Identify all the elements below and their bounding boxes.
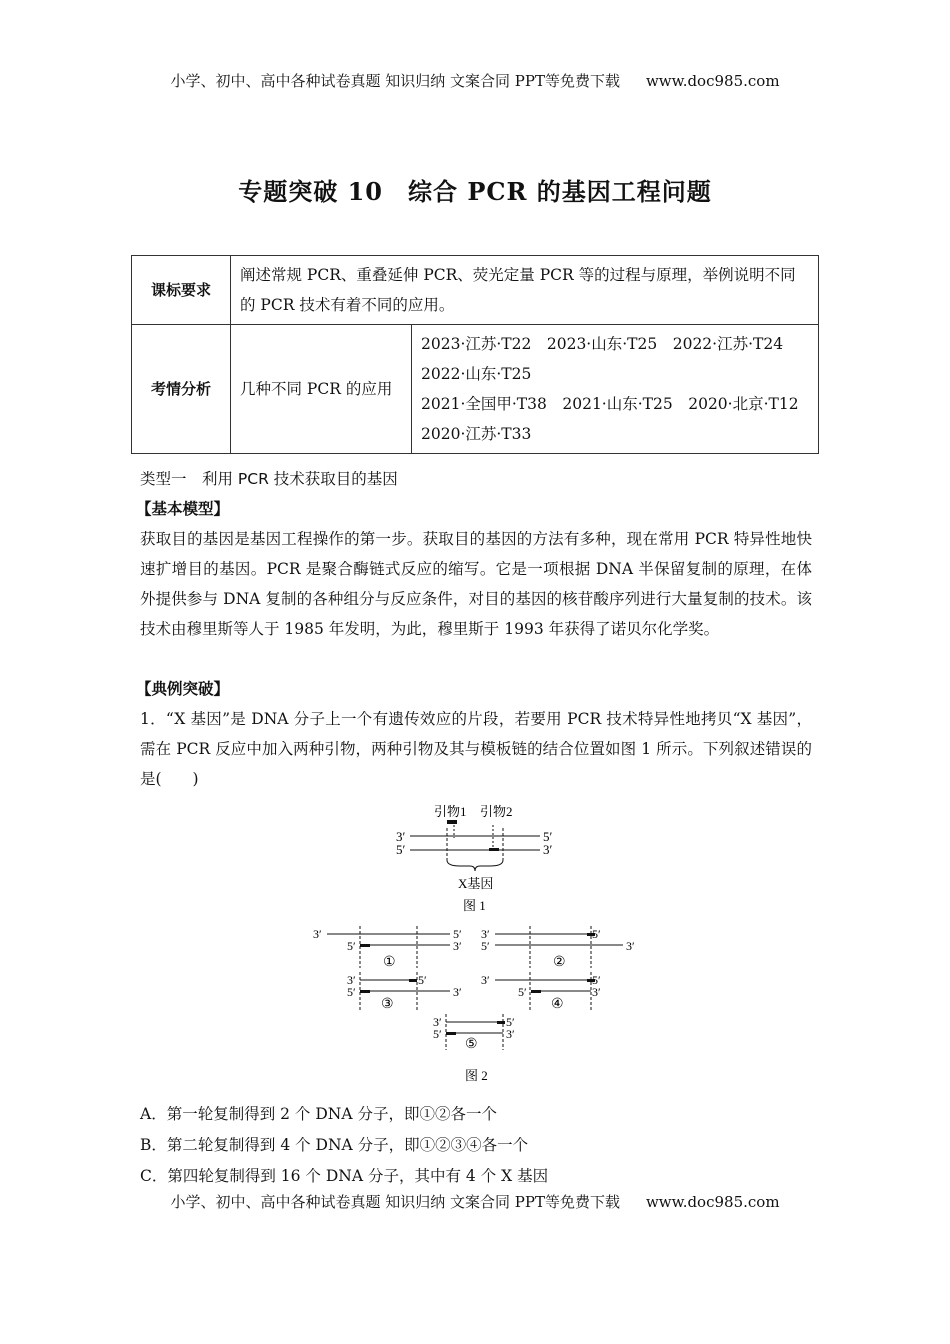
exam-line: 2023·江苏·T22 2023·山东·T25 2022·江苏·T24 bbox=[421, 335, 784, 353]
header-text: 小学、初中、高中各种试卷真题 知识归纳 文案合同 PPT等免费下载 bbox=[170, 72, 620, 90]
strand-end-label: 3′ bbox=[313, 927, 322, 941]
strand-end-label: 5′ bbox=[506, 1015, 515, 1029]
gene-bracket bbox=[447, 860, 503, 871]
table-header-cell: 考情分析 bbox=[132, 325, 231, 454]
option-c: C．第四轮复制得到 16 个 DNA 分子，其中有 4 个 X 基因 bbox=[140, 1167, 549, 1185]
requirements-table bbox=[131, 255, 819, 454]
section-heading-model: 【基本模型】 bbox=[136, 500, 230, 518]
footer-text: 小学、初中、高中各种试卷真题 知识归纳 文案合同 PPT等免费下载 bbox=[170, 1193, 620, 1211]
primer-mark bbox=[531, 990, 541, 993]
strand-end-label: 5′ bbox=[418, 973, 427, 987]
primer2-label: 引物2 bbox=[480, 804, 513, 819]
figure-1 bbox=[390, 798, 570, 918]
strand-end-label: 3′ bbox=[481, 973, 490, 987]
strand-end-label: 5′ bbox=[453, 927, 462, 941]
exam-line: 2021·全国甲·T38 2021·山东·T25 2020·北京·T12 bbox=[421, 395, 799, 413]
table-row bbox=[132, 325, 819, 454]
primer-mark bbox=[360, 944, 370, 947]
section-heading-type1: 类型一 利用 PCR 技术获取目的基因 bbox=[140, 470, 398, 488]
strand-end-label: 5′ bbox=[518, 985, 527, 999]
molecule-label-3: ③ bbox=[381, 997, 394, 1012]
table-cell-exams bbox=[412, 325, 819, 454]
model-paragraph: 获取目的基因是基因工程操作的第一步。获取目的基因的方法有多种，现在常用 PCR 特异性地快速扩增目的基因。PCR 是聚合酶链式反应的缩写。它是一项根据 DNA 半保留复制的原理，在体外提供参与 DNA 复制的各种组分与反应条件，对目的基因的核苷酸序列进行大量复制的技术。该技术由穆里斯等人于 1985 年发明，为此，穆里斯于 1993 年获得了诺贝尔化学奖。 bbox=[140, 530, 812, 638]
molecule-label-5: ⑤ bbox=[465, 1037, 478, 1052]
strand-end-label: 5′ bbox=[543, 829, 553, 844]
primer-mark bbox=[497, 1021, 505, 1024]
strand-end-label: 3′ bbox=[453, 939, 462, 953]
page-footer bbox=[0, 1191, 950, 1212]
figure1-caption: 图 1 bbox=[463, 898, 486, 913]
table-cell-standard: 阐述常规 PCR、重叠延伸 PCR、荧光定量 PCR 等的过程与原理，举例说明不同的 PCR 技术有着不同的应用。 bbox=[231, 256, 819, 325]
strand-end-label: 5′ bbox=[592, 927, 601, 941]
question-text: 1．“X 基因”是 DNA 分子上一个有遗传效应的片段，若要用 PCR 技术特异性地拷贝“X 基因”，需在 PCR 反应中加入两种引物，两种引物及其与模板链的结合位置如图 1 所示。下列叙述错误的是( ) bbox=[140, 710, 813, 788]
strand-end-label: 5′ bbox=[347, 985, 356, 999]
primer-mark bbox=[360, 990, 370, 993]
strand-end-label: 3′ bbox=[506, 1027, 515, 1041]
primer-mark bbox=[446, 1032, 456, 1035]
option-a: A．第一轮复制得到 2 个 DNA 分子，即①②各一个 bbox=[140, 1105, 497, 1123]
strand-end-label: 3′ bbox=[433, 1015, 442, 1029]
strand-end-label: 3′ bbox=[626, 939, 635, 953]
figure2-caption: 图 2 bbox=[465, 1068, 488, 1083]
primer1-label: 引物1 bbox=[434, 804, 467, 819]
strand-end-label: 3′ bbox=[543, 842, 553, 857]
gene-label: X基因 bbox=[458, 876, 494, 891]
strand-end-label: 3′ bbox=[592, 985, 601, 999]
strand-end-label: 3′ bbox=[453, 985, 462, 999]
exam-line: 2022·山东·T25 bbox=[421, 365, 532, 383]
table-header-cell: 课标要求 bbox=[132, 256, 231, 325]
footer-site[interactable]: www.doc985.com bbox=[645, 1193, 780, 1211]
header-site[interactable]: www.doc985.com bbox=[645, 72, 780, 90]
strand-end-label: 5′ bbox=[396, 842, 406, 857]
exam-line: 2020·江苏·T33 bbox=[421, 425, 532, 443]
strand-end-label: 5′ bbox=[433, 1027, 442, 1041]
option-b: B．第二轮复制得到 4 个 DNA 分子，即①②③④各一个 bbox=[140, 1136, 529, 1154]
primer1-mark bbox=[447, 820, 457, 824]
primer-mark bbox=[409, 979, 417, 982]
page-title: 专题突破 10 综合 PCR 的基因工程问题 bbox=[238, 177, 712, 206]
molecule-label-1: ① bbox=[383, 955, 396, 970]
molecule-label-4: ④ bbox=[551, 997, 564, 1012]
table-cell-topic: 几种不同 PCR 的应用 bbox=[231, 325, 412, 454]
strand-end-label: 3′ bbox=[347, 973, 356, 987]
figure-2 bbox=[305, 922, 655, 1092]
strand-end-label: 5′ bbox=[592, 973, 601, 987]
section-heading-example: 【典例突破】 bbox=[136, 680, 230, 698]
page-header bbox=[0, 70, 950, 91]
table-row bbox=[132, 256, 819, 325]
strand-end-label: 5′ bbox=[481, 939, 490, 953]
strand-end-label: 3′ bbox=[481, 927, 490, 941]
strand-end-label: 5′ bbox=[347, 939, 356, 953]
strand-end-label: 3′ bbox=[396, 829, 406, 844]
molecule-label-2: ② bbox=[553, 955, 566, 970]
